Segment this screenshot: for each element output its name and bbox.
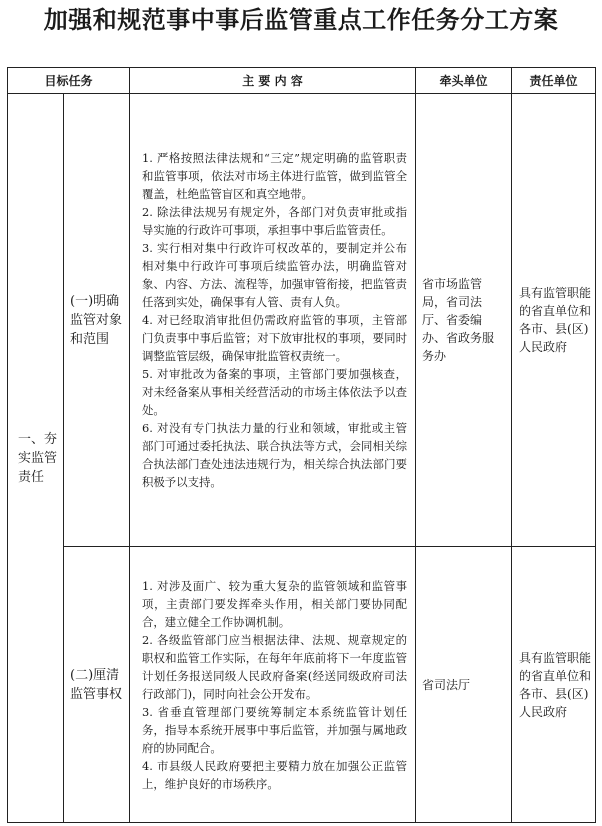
header-goal: 目标任务 [8,68,130,94]
content-item: 5. 对审批改为备案的事项，主管部门要加强核查，对未经备案从事相关经营活动的市场主体依法予以查处。 [142,367,408,417]
content-item: 2. 各级监管部门应当根据法律、法规、规章规定的职权和监管工作实际，在每年年底前将下一年度监管计划任务报送同级人民政府备案(经送同级政府司法行政部门)，同时向社会公开发布。 [142,632,408,701]
content-item: 1. 对涉及面广、较为重大复杂的监管领域和监管事项，主责部门要发挥牵头作用，相关部门要协同配合，建立健全工作协调机制。 [142,578,408,629]
responsible-unit-cell: 具有监管职能的省直单位和各市、县(区)人民政府 [512,94,596,547]
header-lead-unit: 牵头单位 [416,68,512,94]
content-item: 3. 省垂直管理部门要统筹制定本系统监管计划任务，指导本系统开展事中事后监管，并加强与属地政府的协同配合。 [142,704,408,755]
task-table [7,67,596,823]
table-header-row [8,68,596,94]
content-item: 1. 严格按照法律法规和“三定”规定明确的监管职责和监管事项，依法对市场主体进行监管，做到监管全覆盖，杜绝监管盲区和真空地带。 [142,151,408,201]
header-responsible-unit: 责任单位 [512,68,596,94]
content-item: 2. 除法律法规另有规定外，各部门对负责审批或指导实施的行政许可事项，承担事中事后监管责任。 [142,205,408,237]
content-cell [130,547,416,823]
content-item: 6. 对没有专门执法力量的行业和领域，审批或主管部门可通过委托执法、联合执法等方式，会同相关综合执法部门查处违法违规行为，相关综合执法部门要积极予以支持。 [142,421,408,489]
table-row [8,547,596,823]
page-title: 加强和规范事中事后监管重点工作任务分工方案 [43,6,559,34]
content-item: 4. 市县级人民政府要把主要精力放在加强公正监管上，维护良好的市场秩序。 [142,758,408,791]
subgoal-cell: (一)明确监管对象和范围 [64,94,130,547]
responsible-unit-cell: 具有监管职能的省直单位和各市、县(区)人民政府 [512,547,596,823]
table-row [8,94,596,547]
header-content: 主 要 内 容 [130,68,416,94]
lead-unit-cell: 省市场监管局，省司法厅、省委编办、省政务服务办 [416,94,512,547]
content-item: 3. 实行相对集中行政许可权改革的，要制定并公布相对集中行政许可事项后续监管办法，明确监管对象、内容、方法、流程等，加强审管衔接，把监管责任落到实处，确保事有人管、责有人负。 [142,241,408,309]
subgoal-cell: (二)厘清监管事权 [64,547,130,823]
lead-unit-cell: 省司法厅 [416,547,512,823]
goal-cell: 一、夯实监管责任 [8,94,64,823]
content-cell [130,94,416,547]
content-item: 4. 对已经取消审批但仍需政府监管的事项，主管部门负责事中事后监管；对下放审批权的事项，要同时调整监管层级，确保审批监管权责统一。 [142,313,408,363]
